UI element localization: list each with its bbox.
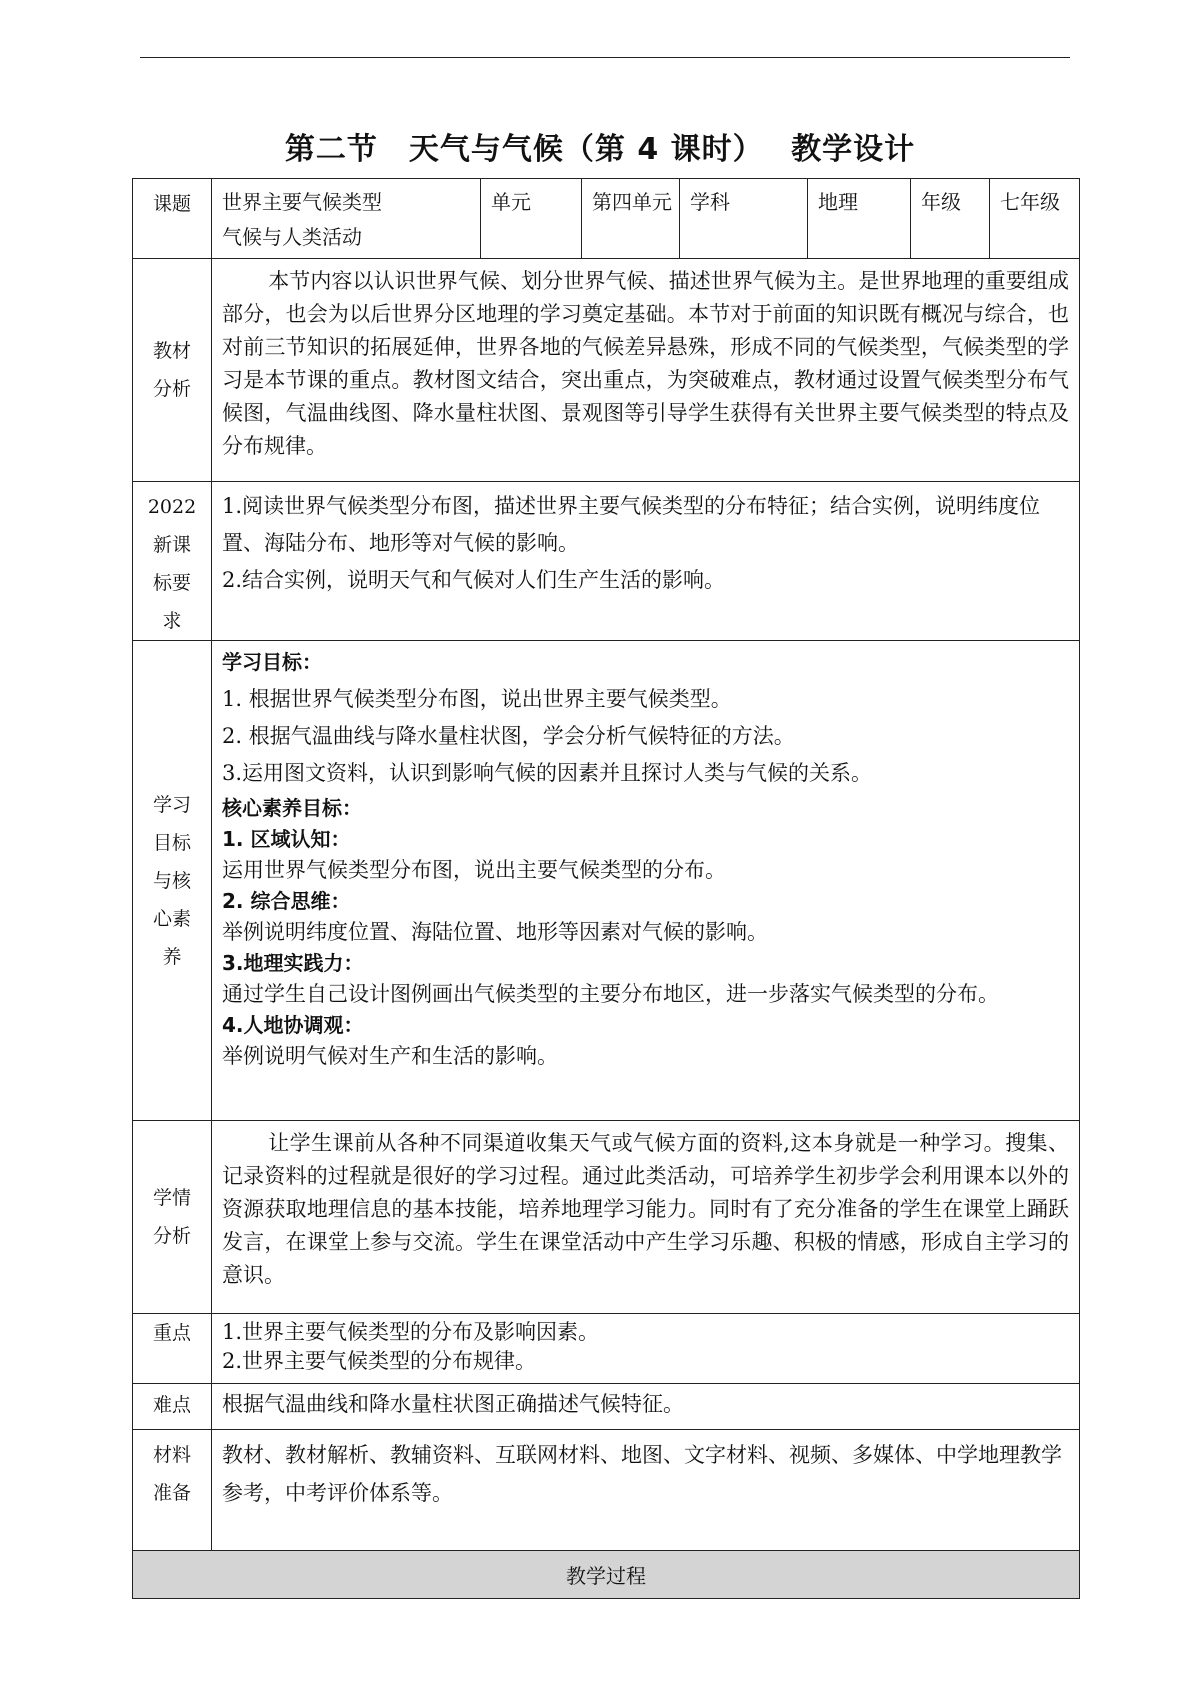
label-line: 分析 [152,378,191,400]
learning-goal-2: 2. 根据气温曲线与降水量柱状图，学会分析气候特征的方法。 [222,724,795,748]
core-goal-2-title: 2. 综合思维： [222,889,351,913]
label-line: 学习 [152,793,191,816]
learner-analysis-content [212,1121,1080,1314]
label-line: 准备 [152,1482,191,1504]
learner-analysis-row [133,1121,1080,1314]
topic-line-2: 气候与人类活动 [222,225,362,249]
core-goal-3-text: 通过学生自己设计图例画出气候类型的主要分布地区，进一步落实气候类型的分布。 [222,982,999,1006]
objectives-content [212,641,1080,1121]
materials-prep-content [212,1430,1080,1551]
header-rule [140,57,1070,58]
materials-analysis-text: 本节内容以认识世界气候、划分世界气候、描述世界气候为主。是世界地理的重要组成部分，也会为以后世界分区地理的学习奠定基础。本节对于前面的知识既有概况与综合，也对前三节知识的拓展延伸，世界各地的气候差异悬殊，形成不同的气候类型，气候类型的学习是本节课的重点。教材图文结合，突出重点，为突破难点，教材通过设置气候类型分布气候图，气温曲线图、降水量柱状图、景观图等引导学生获得有关世界主要气候类型的特点及分布规律。 [222,269,1069,458]
label-line: 目标 [152,831,191,854]
header-row [133,179,1080,259]
curriculum-item-2: 2.结合实例，说明天气和气候对人们生产生活的影响。 [222,568,726,592]
subject-label: 学科 [680,179,808,259]
curriculum-item-1: 1.阅读世界气候类型分布图，描述世界主要气候类型的分布特征；结合实例，说明纬度位置、海陆分布、地形等对气候的影响。 [222,494,1041,555]
key-point-2: 2.世界主要气候类型的分布规律。 [222,1349,537,1373]
learner-analysis-text: 让学生课前从各种不同渠道收集天气或气候方面的资料,这本身就是一种学习。搜集、记录资料的过程就是很好的学习过程。通过此类活动，可培养学生初步学会利用课本以外的资源获取地理信息的基本技能，培养地理学习能力。同时有了充分准备的学生在课堂上踊跃发言，在课堂上参与交流。学生在课堂活动中产生学习乐趣、积极的情感，形成自主学习的意识。 [222,1131,1069,1287]
difficulty-row [133,1384,1080,1430]
learning-goal-3: 3.运用图文资料，认识到影响气候的因素并且探讨人类与气候的关系。 [222,761,873,785]
unit-value: 第四单元 [582,179,680,259]
topic-line-1: 世界主要气候类型 [222,190,382,214]
core-goal-4-title: 4.人地协调观： [222,1013,364,1037]
label-line: 教材 [152,340,191,362]
teaching-process-header: 教学过程 [133,1551,1080,1599]
label-line: 求 [162,610,182,632]
label-line: 养 [162,945,182,968]
label-line: 2022 [147,496,197,518]
label-line: 标要 [152,572,191,594]
objectives-label [133,641,212,1121]
core-literacy-heading: 核心素养目标： [222,796,362,820]
difficulty-label: 难点 [133,1384,212,1430]
core-goal-4-text: 举例说明气候对生产和生活的影响。 [222,1044,558,1068]
curriculum-row [133,482,1080,641]
core-goal-1-title: 1. 区域认知： [222,827,351,851]
materials-prep-text: 教材、教材解析、教辅资料、互联网材料、地图、文字材料、视频、多媒体、中学地理教学参考，中考评价体系等。 [222,1443,1062,1505]
curriculum-content [212,482,1080,641]
label-line: 与核 [152,869,191,892]
materials-analysis-label [133,259,212,482]
learning-goal-1: 1. 根据世界气候类型分布图，说出世界主要气候类型。 [222,687,732,711]
key-points-label: 重点 [133,1314,212,1384]
core-goal-1-text: 运用世界气候类型分布图，说出主要气候类型的分布。 [222,858,726,882]
materials-analysis-content [212,259,1080,482]
label-line: 心素 [152,907,191,930]
core-goal-2-text: 举例说明纬度位置、海陆位置、地形等因素对气候的影响。 [222,920,768,944]
label-line: 新课 [152,534,191,556]
difficulty-content [212,1384,1080,1430]
materials-analysis-row [133,259,1080,482]
teaching-process-row [133,1551,1080,1599]
materials-prep-label [133,1430,212,1551]
key-point-1: 1.世界主要气候类型的分布及影响因素。 [222,1320,600,1344]
topic-label: 课题 [133,179,212,259]
curriculum-label [133,482,212,641]
grade-label: 年级 [911,179,990,259]
lesson-plan-table [132,178,1080,1599]
label-line: 材料 [152,1444,191,1466]
unit-label: 单元 [481,179,582,259]
subject-value: 地理 [808,179,911,259]
difficulty-text: 根据气温曲线和降水量柱状图正确描述气候特征。 [222,1392,684,1416]
materials-prep-row [133,1430,1080,1551]
label-line: 学情 [152,1187,191,1209]
key-points-row [133,1314,1080,1384]
grade-value: 七年级 [990,179,1080,259]
document-title: 第二节 天气与气候（第 4 课时） 教学设计 [284,132,916,167]
label-line: 分析 [152,1225,191,1247]
learning-goals-heading: 学习目标： [222,650,322,674]
objectives-row [133,641,1080,1121]
topic-value [212,179,481,259]
key-points-content [212,1314,1080,1384]
learner-analysis-label [133,1121,212,1314]
core-goal-3-title: 3.地理实践力： [222,951,364,975]
